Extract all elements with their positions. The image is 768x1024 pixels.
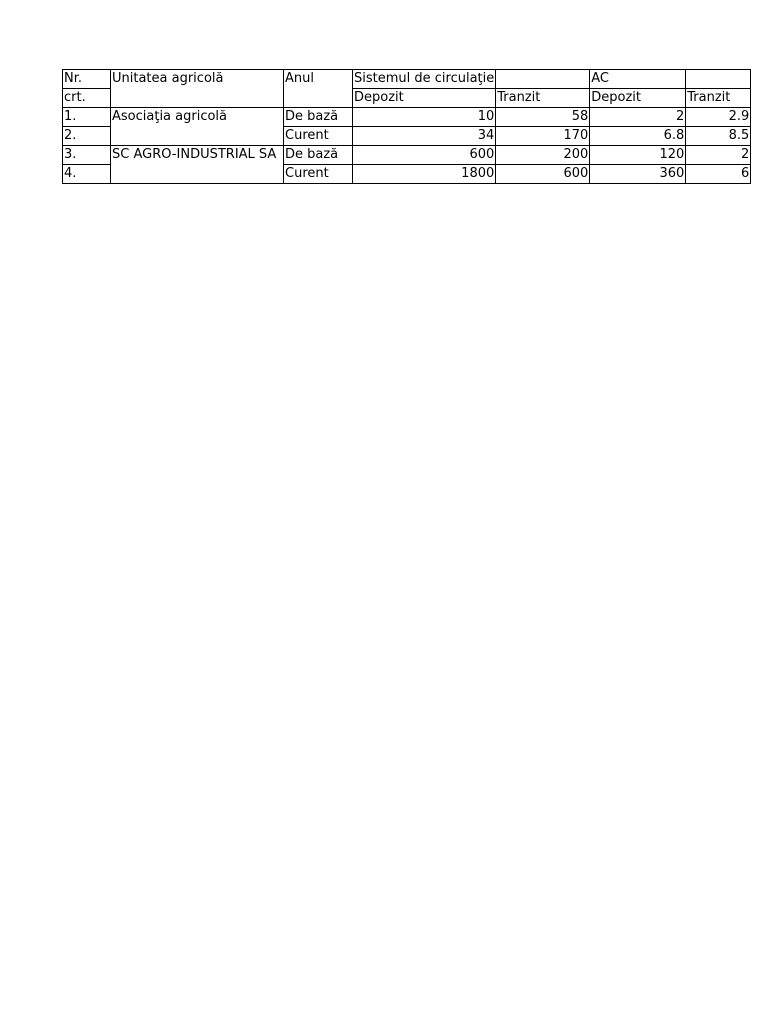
table-row — [63, 146, 751, 165]
cell-depozit-1: 1800 — [353, 165, 496, 184]
header-row-1 — [63, 70, 751, 89]
data-table — [62, 69, 751, 184]
header-system-cont — [496, 70, 590, 89]
subheader-depozit-1: Depozit — [353, 89, 496, 108]
cell-year: De bază — [284, 146, 353, 165]
cell-depozit-2: 120 — [590, 146, 686, 165]
cell-tranzit-1: 170 — [496, 127, 590, 146]
cell-year: De bază — [284, 108, 353, 127]
header-year: Anul — [284, 70, 353, 108]
subheader-tranzit-1: Tranzit — [496, 89, 590, 108]
cell-depozit-1: 10 — [353, 108, 496, 127]
cell-tranzit-2: 2 — [686, 146, 751, 165]
cell-depozit-1: 600 — [353, 146, 496, 165]
cell-tranzit-1: 600 — [496, 165, 590, 184]
header-unit: Unitatea agricolă — [111, 70, 284, 108]
cell-tranzit-1: 200 — [496, 146, 590, 165]
header-system — [353, 70, 496, 89]
table-row — [63, 108, 751, 127]
cell-nr: 4. — [63, 165, 111, 184]
cell-depozit-2: 2 — [590, 108, 686, 127]
cell-nr: 1. — [63, 108, 111, 127]
cell-tranzit-2: 2.9 — [686, 108, 751, 127]
cell-unit: Asociaţia agricolă — [111, 108, 284, 146]
header-ac: AC — [590, 70, 686, 89]
header-system-label: Sistemul de circulaţie — [354, 71, 495, 86]
cell-depozit-1: 34 — [353, 127, 496, 146]
cell-unit: SC AGRO-INDUSTRIAL SA — [111, 146, 284, 184]
cell-nr: 2. — [63, 127, 111, 146]
cell-depozit-2: 6.8 — [590, 127, 686, 146]
header-crt: crt. — [63, 89, 111, 108]
cell-tranzit-1: 58 — [496, 108, 590, 127]
cell-year: Curent — [284, 165, 353, 184]
cell-nr: 3. — [63, 146, 111, 165]
cell-year: Curent — [284, 127, 353, 146]
cell-tranzit-2: 6 — [686, 165, 751, 184]
subheader-tranzit-2: Tranzit — [686, 89, 751, 108]
cell-tranzit-2: 8.5 — [686, 127, 751, 146]
cell-depozit-2: 360 — [590, 165, 686, 184]
header-empty — [686, 70, 751, 89]
header-nr: Nr. — [63, 70, 111, 89]
subheader-depozit-2: Depozit — [590, 89, 686, 108]
